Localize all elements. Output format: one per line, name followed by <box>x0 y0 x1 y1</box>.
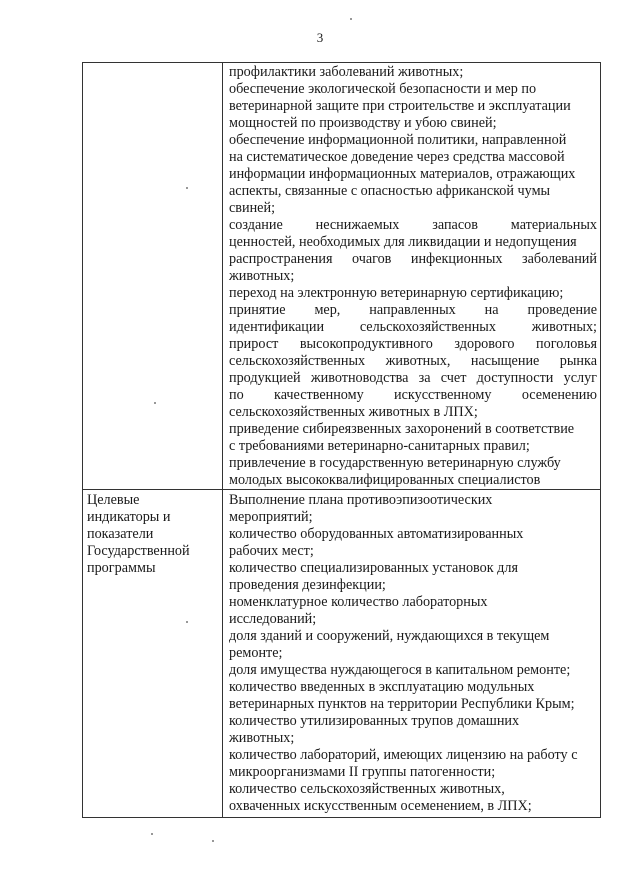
text-line: сельскохозяйственных животных в ЛПХ; <box>229 404 478 420</box>
text-line: количество введенных в эксплуатацию модульных <box>229 679 535 695</box>
text-line: приведение сибиреязвенных захоронений в соответствие <box>229 421 575 437</box>
text-line: животных; <box>229 730 295 746</box>
text-line: сельскохозяйственных животных, насыщение рынка <box>229 353 597 369</box>
text-line: охваченных искусственным осеменением, в ЛПХ; <box>229 798 532 814</box>
text-line: аспекты, связанные с опасностью африканской чумы <box>229 183 551 199</box>
row-content <box>229 64 597 489</box>
table-row <box>83 63 601 490</box>
label-line: программы <box>87 560 156 576</box>
text-line: создание неснижаемых запасов материальных <box>229 217 597 233</box>
text-line: прирост высокопродуктивного здорового поголовья <box>229 336 597 352</box>
text-line: микроорганизмами II группы патогенности; <box>229 764 496 780</box>
text-line: продукцией животноводства за счет доступности услуг <box>229 370 597 386</box>
scan-speck <box>186 187 188 189</box>
text-line: количество специализированных установок для <box>229 560 519 576</box>
text-line: ремонте; <box>229 645 283 661</box>
row-content-cell <box>223 63 601 490</box>
text-line: с требованиями ветеринарно-санитарных правил; <box>229 438 530 454</box>
text-line: количество утилизированных трупов домашних <box>229 713 520 729</box>
text-line: распространения очагов инфекционных заболеваний <box>229 251 597 267</box>
text-line: по качественному искусственному осеменению <box>229 387 597 403</box>
text-line: рабочих мест; <box>229 543 314 559</box>
text-line: привлечение в государственную ветеринарную службу <box>229 455 561 471</box>
row-label-cell <box>83 490 223 818</box>
text-line: ветеринарных пунктов на территории Республики Крым; <box>229 696 575 712</box>
label-line: Государственной <box>87 543 190 559</box>
text-line: проведения дезинфекции; <box>229 577 386 593</box>
program-passport-table <box>82 62 601 818</box>
text-line: количество лабораторий, имеющих лицензию на работу с <box>229 747 578 763</box>
label-line: индикаторы и <box>87 509 171 525</box>
scan-speck <box>151 833 153 835</box>
text-line: Выполнение плана противоэпизоотических <box>229 492 493 508</box>
text-line: количество сельскохозяйственных животных, <box>229 781 505 797</box>
text-line: свиней; <box>229 200 276 216</box>
text-line: исследований; <box>229 611 317 627</box>
text-line: количество оборудованных автоматизированных <box>229 526 524 542</box>
text-line: идентификации сельскохозяйственных животных; <box>229 319 597 335</box>
label-line: Целевые <box>87 492 140 508</box>
text-line: ценностей, необходимых для ликвидации и недопущения <box>229 234 577 250</box>
scan-speck <box>212 840 214 842</box>
scan-speck <box>186 621 188 623</box>
row-label-cell <box>83 63 223 490</box>
row-content-cell <box>223 490 601 818</box>
text-line: обеспечение экологической безопасности и мер по <box>229 81 537 97</box>
text-line: мощностей по производству и убою свиней; <box>229 115 497 131</box>
label-line: показатели <box>87 526 154 542</box>
text-line: доля имущества нуждающегося в капитальном ремонте; <box>229 662 571 678</box>
row-label <box>87 492 218 577</box>
scan-speck <box>350 18 352 20</box>
text-line: обеспечение информационной политики, направленной <box>229 132 567 148</box>
text-line: информации информационных материалов, отражающих <box>229 166 576 182</box>
text-line: принятие мер, направленных на проведение <box>229 302 597 318</box>
table-row <box>83 490 601 818</box>
page-number: 3 <box>316 30 324 45</box>
scan-speck <box>154 402 156 404</box>
text-line: переход на электронную ветеринарную сертификацию; <box>229 285 564 301</box>
text-line: ветеринарной защите при строительстве и эксплуатации <box>229 98 571 114</box>
row-content <box>229 492 597 815</box>
text-line: номенклатурное количество лабораторных <box>229 594 488 610</box>
text-line: доля зданий и сооружений, нуждающихся в текущем <box>229 628 550 644</box>
text-line: мероприятий; <box>229 509 313 525</box>
text-line: на систематическое доведение через средства массовой <box>229 149 565 165</box>
text-line: животных; <box>229 268 295 284</box>
text-line: молодых высококвалифицированных специалистов <box>229 472 541 488</box>
text-line: профилактики заболеваний животных; <box>229 64 464 80</box>
